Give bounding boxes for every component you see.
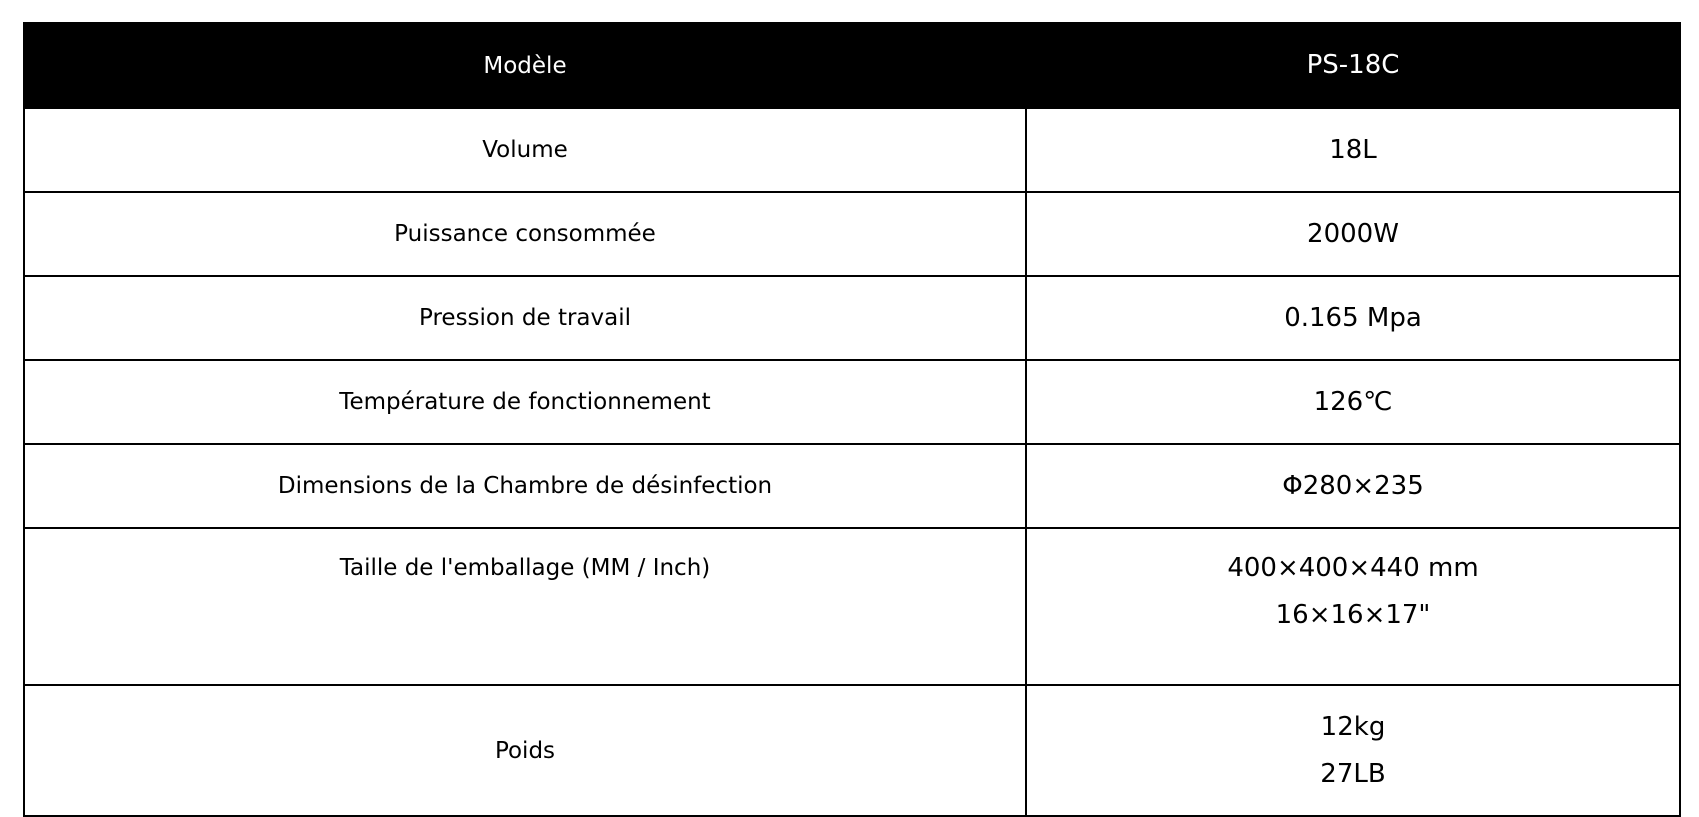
row-label: Dimensions de la Chambre de désinfection	[24, 444, 1026, 528]
value-line: 12kg	[1320, 711, 1386, 742]
row-label: Poids	[24, 685, 1026, 816]
value-line: Φ280×235	[1282, 470, 1424, 501]
row-label: Puissance consommée	[24, 192, 1026, 276]
row-value	[1026, 360, 1680, 444]
value-line: 16×16×17"	[1275, 599, 1431, 630]
row-label: Pression de travail	[24, 276, 1026, 360]
value-line: 126℃	[1313, 386, 1393, 417]
row-value	[1026, 192, 1680, 276]
row-value	[1026, 528, 1680, 685]
value-line: 27LB	[1320, 758, 1386, 789]
row-label: Température de fonctionnement	[24, 360, 1026, 444]
value-line: 0.165 Mpa	[1284, 302, 1422, 333]
header-label: Modèle	[24, 23, 1026, 108]
value-line: 18L	[1329, 134, 1377, 165]
row-label: Volume	[24, 108, 1026, 192]
row-value	[1026, 685, 1680, 816]
table-row-volume	[24, 108, 1680, 192]
table-row-weight	[24, 685, 1680, 816]
table-row-chamber-dimensions	[24, 444, 1680, 528]
row-label: Taille de l'emballage (MM / Inch)	[24, 528, 1026, 685]
row-value	[1026, 444, 1680, 528]
spec-table	[23, 22, 1681, 817]
value-line: 2000W	[1307, 218, 1399, 249]
table-row-pressure	[24, 276, 1680, 360]
value-line: 400×400×440 mm	[1227, 553, 1479, 583]
table-row-power	[24, 192, 1680, 276]
row-value	[1026, 108, 1680, 192]
table-row-packaging-size	[24, 528, 1680, 685]
header-model-value: PS-18C	[1026, 23, 1680, 108]
table-row-temperature	[24, 360, 1680, 444]
row-value	[1026, 276, 1680, 360]
header-row	[24, 23, 1680, 108]
